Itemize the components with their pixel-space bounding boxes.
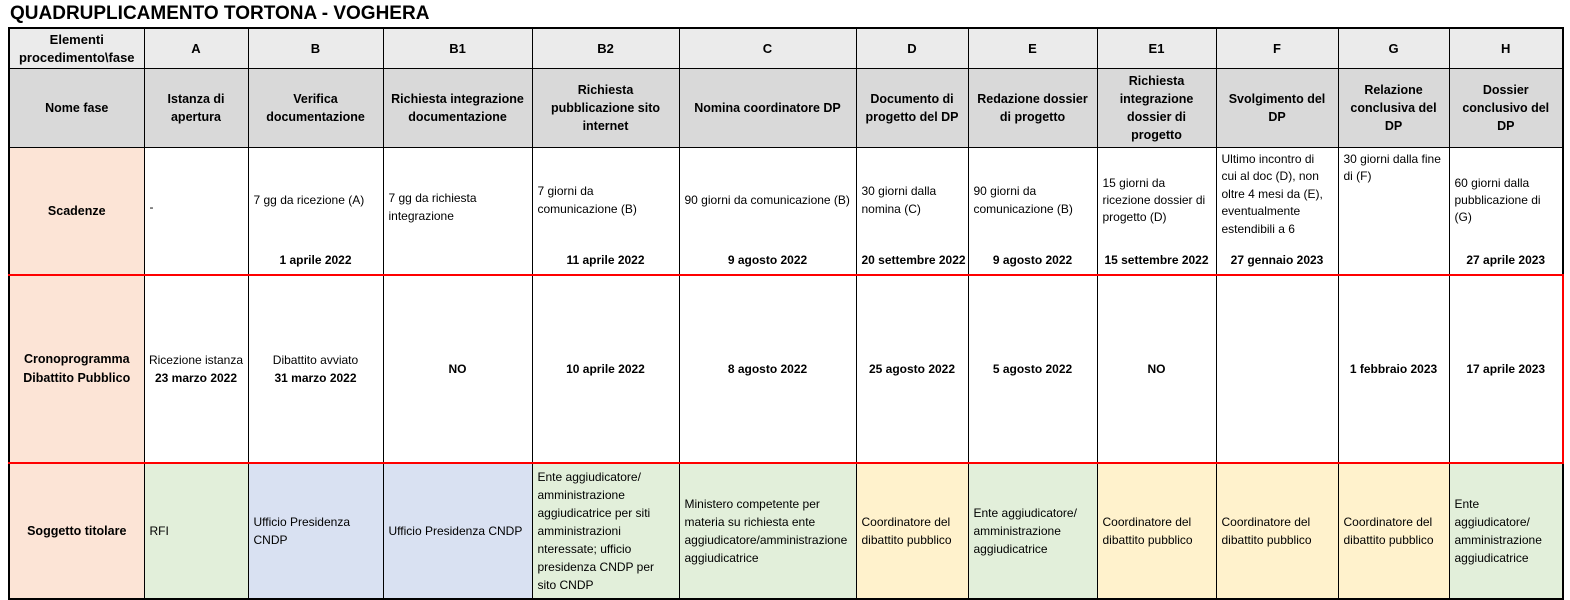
letter-cell-f: F — [1216, 28, 1338, 69]
letter-cell-g: G — [1338, 28, 1449, 69]
phase-cell-d: Documento di progetto del DP — [856, 69, 968, 148]
soggetto-cell-e: Ente aggiudicatore/ amministrazione aggiudicatrice — [968, 463, 1097, 599]
scadenze-cell-h: 60 giorni dalla pubblicazione di (G) 27 aprile 2023 — [1449, 148, 1563, 275]
letter-cell-b: B — [248, 28, 383, 69]
letter-cell-c: C — [679, 28, 856, 69]
crono-cell-c: 8 agosto 2022 — [679, 275, 856, 463]
phase-cell-b: Verifica documentazione — [248, 69, 383, 148]
page-title: QUADRUPLICAMENTO TORTONA - VOGHERA — [10, 3, 430, 24]
soggetto-cell-b: Ufficio Presidenza CNDP — [248, 463, 383, 599]
letter-cell-d: D — [856, 28, 968, 69]
scadenze-cell-d: 30 giorni dalla nomina (C) 20 settembre 2022 — [856, 148, 968, 275]
crono-cell-b1: NO — [383, 275, 532, 463]
phase-cell-e: Redazione dossier di progetto — [968, 69, 1097, 148]
scadenze-cell-b1: 7 gg da richiesta integrazione — [383, 148, 532, 275]
soggetto-cell-d: Coordinatore del dibattito pubblico — [856, 463, 968, 599]
header-row-phases — [9, 69, 1563, 148]
phase-cell-a: Istanza di apertura — [144, 69, 248, 148]
phase-cell-b1: Richiesta integrazione documentazione — [383, 69, 532, 148]
scadenze-cell-c: 90 giorni da comunicazione (B) 9 agosto 2022 — [679, 148, 856, 275]
scadenze-cell-e: 90 giorni da comunicazione (B) 9 agosto 2022 — [968, 148, 1097, 275]
scadenze-cell-f: Ultimo incontro di cui al doc (D), non oltre 4 mesi da (E), eventualmente estendibili a 6 27 gennaio 2023 — [1216, 148, 1338, 275]
scadenze-cell-b2: 7 giorni da comunicazione (B) 11 aprile 2022 — [532, 148, 679, 275]
crono-cell-a: Ricezione istanza 23 marzo 2022 — [144, 275, 248, 463]
scadenze-cell-g: 30 giorni dalla fine di (F) — [1338, 148, 1449, 275]
letter-cell-b2: B2 — [532, 28, 679, 69]
phase-cell-h: Dossier conclusivo del DP — [1449, 69, 1563, 148]
row-label-cronoprogramma: Cronoprogramma Dibattito Pubblico — [9, 275, 144, 463]
crono-cell-f — [1216, 275, 1338, 463]
row-cronoprogramma — [9, 275, 1563, 463]
phase-cell-e1: Richiesta integrazione dossier di progetto — [1097, 69, 1216, 148]
soggetto-cell-g: Coordinatore del dibattito pubblico — [1338, 463, 1449, 599]
phase-cell-g: Relazione conclusiva del DP — [1338, 69, 1449, 148]
soggetto-cell-b2: Ente aggiudicatore/ amministrazione aggiudicatrice per siti amministrazioni nteressate; ufficio presidenza CNDP per sito CNDP — [532, 463, 679, 599]
soggetto-cell-b1: Ufficio Presidenza CNDP — [383, 463, 532, 599]
row-scadenze — [9, 148, 1563, 275]
crono-cell-b: Dibattito avviato 31 marzo 2022 — [248, 275, 383, 463]
crono-cell-d: 25 agosto 2022 — [856, 275, 968, 463]
row-label-nome-fase: Nome fase — [9, 69, 144, 148]
letter-cell-h: H — [1449, 28, 1563, 69]
row-soggetto-titolare — [9, 463, 1563, 599]
letter-cell-e1: E1 — [1097, 28, 1216, 69]
letter-cell-b1: B1 — [383, 28, 532, 69]
header-row-letters — [9, 28, 1563, 69]
soggetto-cell-h: Ente aggiudicatore/ amministrazione aggiudicatrice — [1449, 463, 1563, 599]
soggetto-cell-a: RFI — [144, 463, 248, 599]
soggetto-cell-c: Ministero competente per materia su richiesta ente aggiudicatore/amministrazione aggiudicatrice — [679, 463, 856, 599]
phase-cell-c: Nomina coordinatore DP — [679, 69, 856, 148]
row-label-scadenze: Scadenze — [9, 148, 144, 275]
phase-cell-b2: Richiesta pubblicazione sito internet — [532, 69, 679, 148]
soggetto-cell-e1: Coordinatore del dibattito pubblico — [1097, 463, 1216, 599]
letter-cell-e: E — [968, 28, 1097, 69]
crono-cell-e1: NO — [1097, 275, 1216, 463]
corner-header-cell: Elementi procedimento\fase — [9, 28, 144, 69]
crono-cell-h: 17 aprile 2023 — [1449, 275, 1563, 463]
letter-cell-a: A — [144, 28, 248, 69]
soggetto-cell-f: Coordinatore del dibattito pubblico — [1216, 463, 1338, 599]
phase-cell-f: Svolgimento del DP — [1216, 69, 1338, 148]
crono-cell-b2: 10 aprile 2022 — [532, 275, 679, 463]
scadenze-cell-e1: 15 giorni da ricezione dossier di progetto (D) 15 settembre 2022 — [1097, 148, 1216, 275]
scadenze-cell-a: - — [144, 148, 248, 275]
crono-cell-g: 1 febbraio 2023 — [1338, 275, 1449, 463]
row-label-soggetto: Soggetto titolare — [9, 463, 144, 599]
crono-cell-e: 5 agosto 2022 — [968, 275, 1097, 463]
procedure-table — [8, 27, 1564, 600]
scadenze-cell-b: 7 gg da ricezione (A) 1 aprile 2022 — [248, 148, 383, 275]
